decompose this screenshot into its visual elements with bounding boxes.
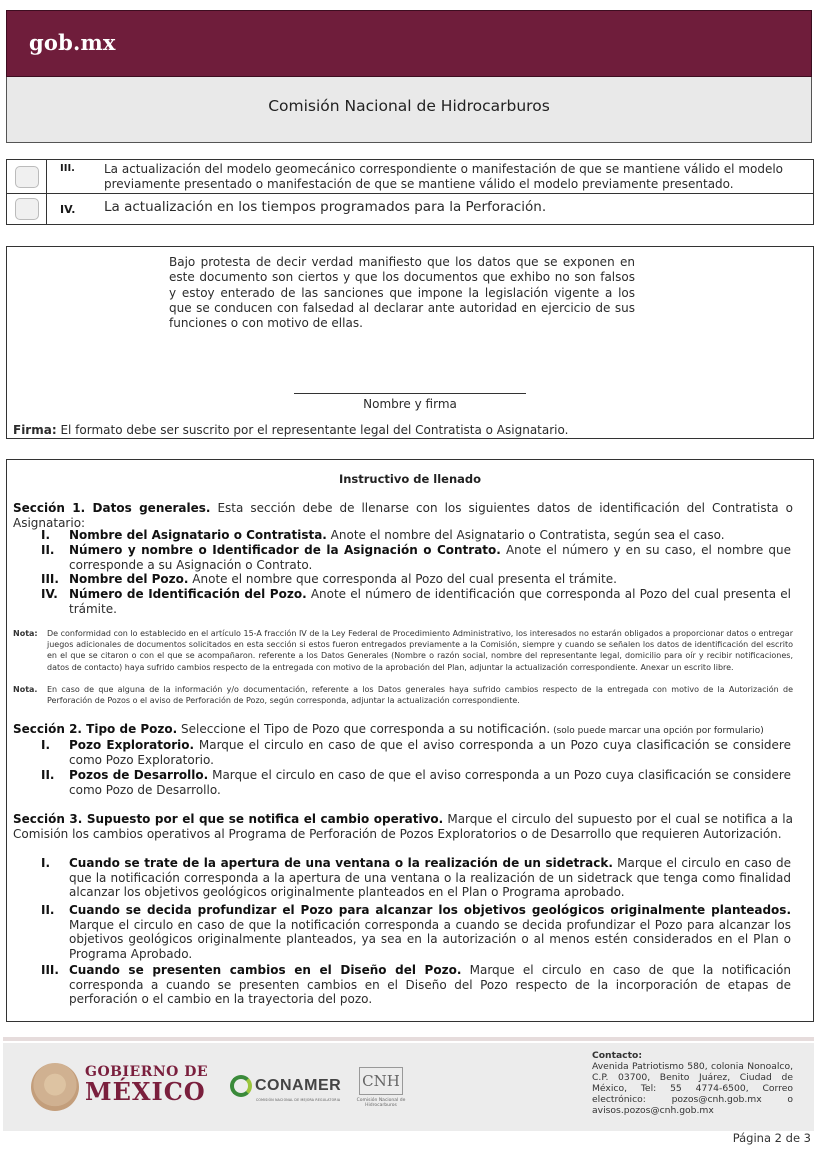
conamer-logo[interactable]: CONAMER: [230, 1075, 341, 1097]
list-item: I. Pozo Exploratorio. Marque el circulo en caso de que el aviso corresponda a un Pozo cuya clasificación se considere como Pozo Exploratorio.: [41, 738, 791, 767]
list-item: III. Nombre del Pozo. Anote el nombre que corresponda al Pozo del cual presenta el trámite.: [41, 572, 617, 586]
note: Nota. En caso de que alguna de la información y/o documentación, referente a los Datos generales haya sufrido cambios respecto de la entregada con motivo de la Autorización de Perforación de Pozos o el aviso de Perforación de Pozo, según corresponda, adjuntar la actualización correspondiente.: [13, 685, 793, 706]
list-item: III. Cuando se presenten cambios en el Diseño del Pozo. Marque el circulo en caso de que la notificación corresponda a cuando se presenten cambios en el Diseño del Pozo respecto de la incorporación de etapas de perforación o el cambio en la trayectoria del pozo.: [41, 963, 792, 1007]
list-item: I. Cuando se trate de la apertura de una ventana o la realización de un sidetrack. Marque el circulo en caso de que la notificación corresponda a la apertura de una ventana o la realización de un sidetrack que tenga como finalidad alcanzar los objetivos geológicos originalmente planteados en el Plan o Programa aprobado.: [41, 856, 791, 900]
gobierno-de-mexico-logo[interactable]: GOBIERNO DE MÉXICO: [85, 1064, 209, 1106]
option-number: III.: [60, 163, 75, 174]
option-row-iii: [7, 160, 813, 194]
cnh-subtitle: Comisión Nacional de Hidrocarburos: [356, 1098, 406, 1108]
list-item: II. Pozos de Desarrollo. Marque el circulo en caso de que el aviso corresponda a un Pozo cuya clasificación se considere como Pozo de Desarrollo.: [41, 768, 791, 797]
option-iv-checkbox[interactable]: [15, 198, 39, 220]
contact-info: Contacto: Avenida Patriotismo 580, colonia Nonoalco, C.P. 03700, Benito Juárez, Ciudad de México, Tel: 55 4774-6500, Correo electrónico: pozos@cnh.gob.mx o avisos.pozos@cnh.gob.mx: [592, 1050, 793, 1116]
conamer-subtitle: COMISIÓN NACIONAL DE MEJORA REGULATORIA: [256, 1098, 341, 1102]
option-text: La actualización en los tiempos programados para la Perforación.: [104, 199, 547, 215]
firma-note: Firma: El formato debe ser suscrito por el representante legal del Contratista o Asignatario.: [13, 423, 569, 437]
instructions-title: Instructivo de llenado: [338, 472, 482, 486]
footer-divider: [3, 1037, 814, 1041]
section-3-heading: Sección 3. Supuesto por el que se notifica el cambio operativo. Marque el circulo del supuesto por el cual se notifica a la Comisión los cambios operativos al Programa de Perforación de Pozos Exploratorios o de Desarrollo que requieren Autorización.: [13, 812, 793, 841]
list-item: I. Nombre del Asignatario o Contratista. Anote el nombre del Asignatario o Contratista, según sea el caso.: [41, 528, 725, 542]
list-item: IV. Número de Identificación del Pozo. Anote el número de identificación que corresponda al Pozo del cual presenta el trámite.: [41, 587, 791, 616]
footer: [3, 1043, 814, 1131]
conamer-icon: [230, 1075, 252, 1097]
page-number: Página 2 de 3: [732, 1131, 811, 1145]
header-bar: [6, 10, 812, 77]
option-text: La actualización del modelo geomecánico correspondiente o manifestación de que se mantiene válido el modelo previamente presentado o manifestación de que se mantiene válido el modelo previamente presentado.: [104, 162, 784, 191]
instructions-box: [6, 459, 814, 1022]
cnh-logo[interactable]: CNH: [359, 1067, 403, 1095]
signature-label: Nombre y firma: [363, 397, 457, 411]
option-number: IV.: [60, 203, 76, 216]
option-row-iv: [7, 194, 813, 224]
gob-mx-logo[interactable]: gob.mx: [29, 30, 116, 55]
list-item: II. Número y nombre o Identificador de la Asignación o Contrato. Anote el número y en su caso, el nombre que corresponde a su Asignación o Contrato.: [41, 543, 792, 572]
declaration-box: [6, 246, 814, 439]
section-1-heading: Sección 1. Datos generales. Esta sección debe de llenarse con los siguientes datos de identificación del Contratista o Asignatario:: [13, 501, 793, 530]
mexico-seal-icon: [31, 1063, 79, 1111]
page-title: Comisión Nacional de Hidrocarburos: [268, 97, 550, 115]
declaration-text: Bajo protesta de decir verdad manifiesto que los datos que se exponen en este documento son ciertos y que los documentos que exhibo no son falsos y estoy enterado de las sanciones que impone la legislación vigente a los que se conducen con falsedad al declarar ante autoridad en ejercicio de sus funciones o con motivo de ellas.: [169, 255, 635, 331]
option-iii-checkbox[interactable]: [15, 166, 39, 188]
note: Nota: De conformidad con lo establecido en el artículo 15-A fracción IV de la Ley Federal de Procedimiento Administrativo, los interesados no estarán obligados a proporcionar datos o entregar juegos adicionales de documentos solicitados en esta sección si estos fueron entregados previamente a la Comisión, siempre y cuando se señalen los datos de identificación del escrito en el que se citaron o con el que se acompañaron. referente a los Datos Generales (Nombre o razón social, nombre del representante legal, domicilio para oír y recibir notificaciones, datos de contacto) haya sufrido cambios respecto de la entregada con motivo de la aprobación del Plan, adjuntar la actualización correspondiente. Anexar un escrito libre.: [13, 629, 793, 672]
subheader: [6, 77, 812, 143]
list-item: II. Cuando se decida profundizar el Pozo para alcanzar los objetivos geológicos originalmente planteados. Marque el circulo en caso de que la notificación corresponda a cuando se decida profundizar el Pozo para alcanzar los objetivos geológicos originalmente planteados, ya sea en la autorización o al menos estén considerados en el Plan o Programa Aprobado.: [41, 903, 791, 961]
section-2-heading: Sección 2. Tipo de Pozo. Seleccione el Tipo de Pozo que corresponda a su notificación. (solo puede marcar una opción por formulario): [13, 722, 764, 736]
options-table: [6, 159, 814, 225]
signature-line[interactable]: [294, 393, 526, 394]
